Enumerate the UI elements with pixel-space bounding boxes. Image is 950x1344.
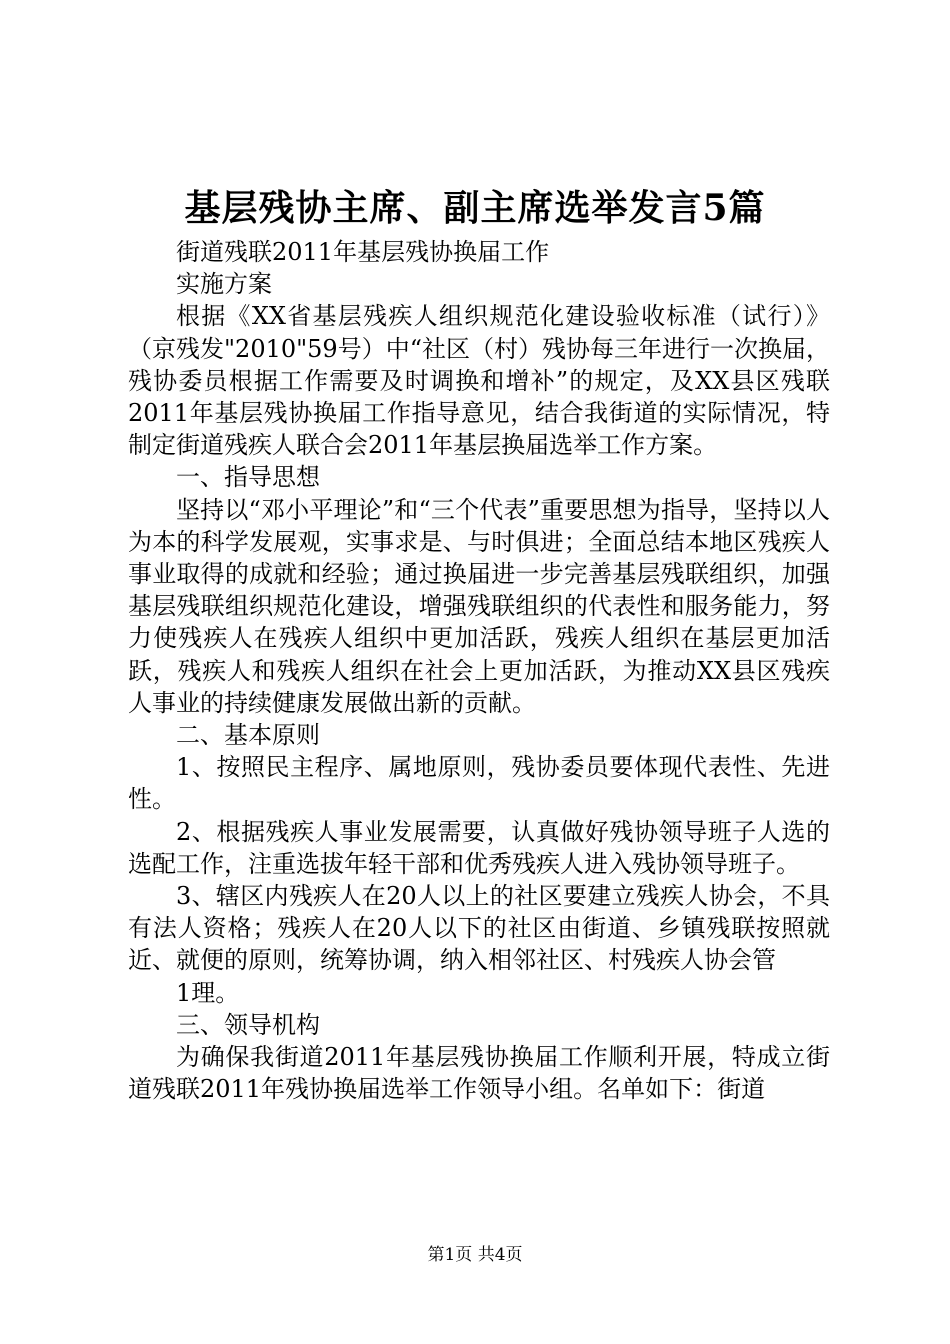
paragraph-intro: 根据《XX省基层残疾人组织规范化建设验收标准（试行）》（京残发"2010"59号）中“社区（村）残协每三年进行一次换届，残协委员根据工作需要及时调换和增补”的规定，及XX县区残联2011年基层残协换届工作指导意见，结合我街道的实际情况，特制定街道残疾人联合会2011年基层换届选举工作方案。	[128, 302, 830, 460]
section-heading-basic-principles: 二、基本原则	[176, 721, 320, 750]
page-footer: 第1页 共4页	[427, 1245, 523, 1265]
section-heading-leadership: 三、领导机构	[176, 1010, 320, 1039]
paragraph-subtitle-line-2: 实施方案	[176, 270, 272, 299]
paragraph-leadership: 为确保我街道2011年基层残协换届工作顺利开展，特成立街道残联2011年残协换届选举工作领导小组。名单如下：街道	[128, 1043, 830, 1104]
section-heading-guiding-thought: 一、指导思想	[176, 463, 320, 492]
paragraph-principle-3: 3、辖区内残疾人在20人以上的社区要建立残疾人协会，不具有法人资格；残疾人在20人以下的社区由街道、乡镇残联按照就近、就便的原则，统筹协调，纳入相邻社区、村残疾人协会管	[128, 882, 830, 975]
paragraph-subtitle-line-1: 街道残联2011年基层残协换届工作	[176, 238, 550, 266]
document-body	[128, 236, 830, 1105]
document-title: 基层残协主席、副主席选举发言5篇	[184, 187, 766, 229]
paragraph-principle-2: 2、根据残疾人事业发展需要，认真做好残协领导班子人选的选配工作，注重选拔年轻干部和优秀残疾人进入残协领导班子。	[128, 817, 830, 878]
paragraph-principle-1: 1、按照民主程序、属地原则，残协委员要体现代表性、先进性。	[128, 753, 830, 814]
paragraph-principle-3-continued: 1理。	[176, 978, 240, 1007]
paragraph-guiding-thought: 坚持以“邓小平理论”和“三个代表”重要思想为指导，坚持以人为本的科学发展观，实事求是、与时俱进；全面总结本地区残疾人事业取得的成就和经验；通过换届进一步完善基层残联组织，加强基层残联组织规范化建设，增强残联组织的代表性和服务能力，努力使残疾人在残疾人组织中更加活跃，残疾人组织在基层更加活跃，残疾人和残疾人组织在社会上更加活跃，为推动XX县区残疾人事业的持续健康发展做出新的贡献。	[128, 495, 830, 717]
